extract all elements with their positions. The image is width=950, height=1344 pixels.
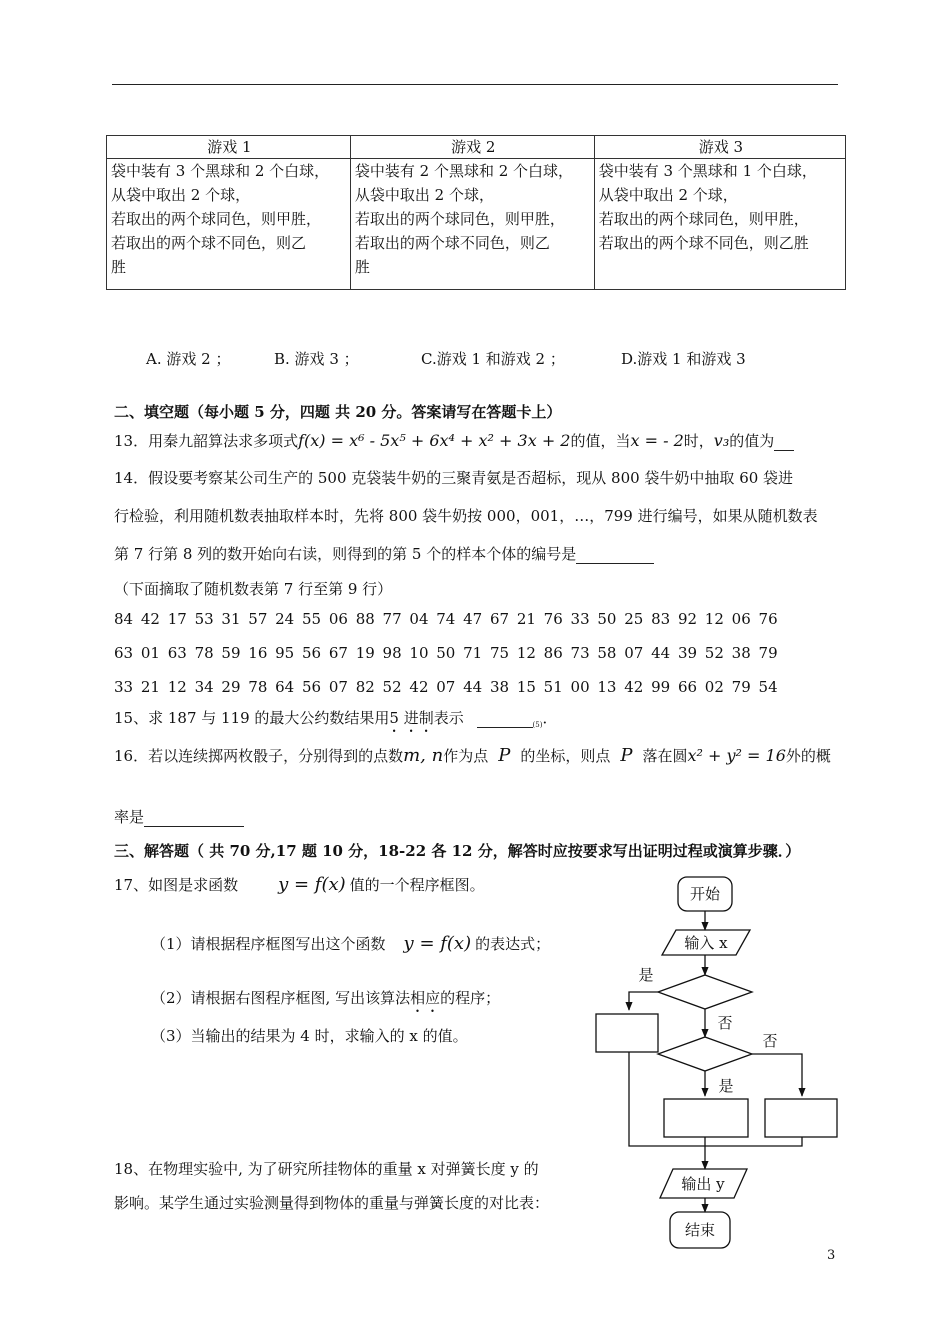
line-right-merge <box>705 1137 802 1146</box>
cell-line: 胜 <box>111 258 127 276</box>
choice-b: B. 游戏 3 ； <box>274 350 359 368</box>
yes-label-2: 是 <box>718 1077 734 1095</box>
cell-line: 若取出的两个球同色，则甲胜， <box>598 210 809 228</box>
q13-condition: x = - 2 <box>630 431 684 450</box>
answer-blank <box>477 709 533 728</box>
process-box-middle <box>664 1099 748 1137</box>
random-table-note: （下面摘取了随机数表第 7 行至第 9 行） <box>114 580 393 598</box>
choice-c: C.游戏 1 和游戏 2 ； <box>421 350 565 368</box>
cell-line: 从袋中取出 2 个球， <box>598 186 738 204</box>
random-row-8: 63 01 63 78 59 16 95 56 67 19 98 10 50 71 75 12 86 73 58 07 44 39 52 38 79 <box>114 644 778 662</box>
table-row <box>107 159 846 290</box>
q16-mn: m, n <box>403 745 444 766</box>
q13-mid2: 时， <box>683 432 714 450</box>
q16-mid2: 的坐标，则点 <box>520 747 611 765</box>
cell-line: 胜 <box>354 258 370 276</box>
question-17 <box>114 874 485 895</box>
q14-line-3-text: 第 7 行第 8 列的数开始向右读，则得到的第 5 个的样本个体的编号是 <box>114 545 577 563</box>
cell-game-2 <box>350 159 594 290</box>
end-label: 结束 <box>684 1221 716 1239</box>
question-15 <box>114 707 557 736</box>
arrow-decision1-yes <box>629 992 658 1010</box>
q15-prefix: 15、求 187 与 119 的最大公约数结果用 <box>114 709 390 727</box>
input-label: 输入 x <box>684 934 728 952</box>
q17-function: y = f(x) <box>278 874 346 895</box>
q13-suffix: 的值为 <box>729 432 775 450</box>
cell-line: 从袋中取出 2 个球， <box>354 186 494 204</box>
section3-title: 三、解答题（ 共 70 分,17 题 10 分，18-22 各 12 分，解答时应按要求写出证明过程或演算步骤．） <box>114 842 801 860</box>
header-game-3: 游戏 3 <box>594 136 845 159</box>
no-label-1: 否 <box>717 1014 733 1032</box>
cell-line: 若取出的两个球不同色，则乙 <box>111 234 307 252</box>
cell-line: 袋中装有 3 个黑球和 1 个白球， <box>598 162 817 180</box>
q13-prefix: 13．用秦九韶算法求多项式 <box>114 432 299 450</box>
q13-formula: f(x) = x⁶ - 5x⁵ + 6x⁴ + x² + 3x + 2 <box>298 431 571 450</box>
header-game-2: 游戏 2 <box>350 136 594 159</box>
page-number: 3 <box>827 1248 836 1263</box>
q17-part-3: （3）当输出的结果为 4 时，求输入的 x 的值。 <box>151 1027 468 1045</box>
flowchart <box>570 860 860 1260</box>
arrow-decision2-no <box>752 1054 802 1096</box>
q16-point-p: P <box>498 745 511 766</box>
question-16 <box>114 745 831 766</box>
q17-p2-suffix: 的程序； <box>440 989 501 1007</box>
cell-line: 袋中装有 3 个黑球和 2 个白球， <box>111 162 330 180</box>
output-label: 输出 y <box>681 1175 725 1193</box>
q16-suffix: 外的概 <box>785 747 831 765</box>
cell-line: 若取出的两个球不同色，则乙 <box>354 234 550 252</box>
q16-mid3: 落在圆 <box>642 747 688 765</box>
q15-subscript: (5) <box>532 721 543 729</box>
q17-suffix: 值的一个程序框图。 <box>349 876 485 894</box>
process-box-left <box>596 1014 658 1052</box>
header-game-1: 游戏 1 <box>107 136 351 159</box>
table-header-row <box>107 136 846 159</box>
q17-prefix: 17、如图是求函数 <box>114 876 239 894</box>
q14-line-3 <box>114 543 654 564</box>
random-row-9: 33 21 12 34 29 78 64 56 07 82 52 42 07 44 38 15 51 00 13 42 99 66 02 79 54 <box>114 678 778 696</box>
random-row-7: 84 42 17 53 31 57 24 55 06 88 77 04 74 47 67 21 76 33 50 25 83 92 12 06 76 <box>114 610 778 628</box>
q13-mid: 的值，当 <box>570 432 631 450</box>
no-label-2: 否 <box>762 1032 778 1050</box>
q18-line-2: 影响。某学生通过实验测量得到物体的重量与弹簧长度的对比表： <box>114 1194 550 1212</box>
decision-2 <box>658 1037 752 1071</box>
q17-p2-emphasis: 相应 <box>410 989 441 1007</box>
answer-blank <box>144 808 244 827</box>
section2-title: 二、填空题（每小题 5 分，四题 共 20 分。答案请写在答题卡上） <box>114 403 562 421</box>
decision-1 <box>658 975 752 1009</box>
cell-game-3 <box>594 159 845 290</box>
question-13 <box>114 430 794 451</box>
answer-blank <box>576 545 654 564</box>
q18-line-1: 18、在物理实验中, 为了研究所挂物体的重量 x 对弹簧长度 y 的 <box>114 1160 539 1178</box>
q16-point-p2: P <box>620 745 633 766</box>
q14-line-1: 14．假设要考察某公司生产的 500 克袋装牛奶的三聚青氨是否超标，现从 800 袋牛奶中抽取 60 袋进 <box>114 469 794 487</box>
q15-emphasis: 5 进制 <box>389 709 434 727</box>
choice-d: D.游戏 1 和游戏 3 <box>621 350 746 368</box>
cell-line: 若取出的两个球不同色，则乙胜 <box>598 234 809 252</box>
q16-line-2-text: 率是 <box>114 808 145 826</box>
q17-part-1 <box>151 933 550 954</box>
yes-label-1: 是 <box>638 966 654 984</box>
cell-line: 若取出的两个球同色，则甲胜， <box>111 210 322 228</box>
choice-a: A. 游戏 2 ； <box>146 350 231 368</box>
q16-mid: 作为点 <box>443 747 489 765</box>
q14-line-2: 行检验，利用随机数表抽取样本时，先将 800 袋牛奶按 000，001，…，799 进行编号，如果从随机数表 <box>114 507 818 525</box>
cell-line: 从袋中取出 2 个球， <box>111 186 251 204</box>
process-box-right <box>765 1099 837 1137</box>
header-rule <box>112 84 838 85</box>
cell-line: 若取出的两个球同色，则甲胜， <box>354 210 565 228</box>
q16-line-2 <box>114 806 244 827</box>
q17-p1-suffix: 的表达式； <box>475 935 551 953</box>
q17-p1-function: y = f(x) <box>403 933 472 954</box>
q17-p2-prefix: （2）请根据右图程序框图, 写出该算法 <box>151 989 411 1007</box>
q17-p1-prefix: （1）请根据程序框图写出这个函数 <box>151 935 386 953</box>
cell-game-1 <box>107 159 351 290</box>
q13-var: v₃ <box>713 431 730 450</box>
q15-end: ． <box>542 709 558 727</box>
start-label: 开始 <box>689 885 721 903</box>
answer-blank <box>774 432 794 451</box>
q16-circle: x² + y² = 16 <box>687 746 786 765</box>
games-table <box>106 135 846 290</box>
q15-mid: 表示 <box>433 709 464 727</box>
q16-prefix: 16．若以连续掷两枚骰子，分别得到的点数 <box>114 747 404 765</box>
q17-part-2 <box>151 987 500 1016</box>
cell-line: 袋中装有 2 个黑球和 2 个白球， <box>354 162 574 180</box>
